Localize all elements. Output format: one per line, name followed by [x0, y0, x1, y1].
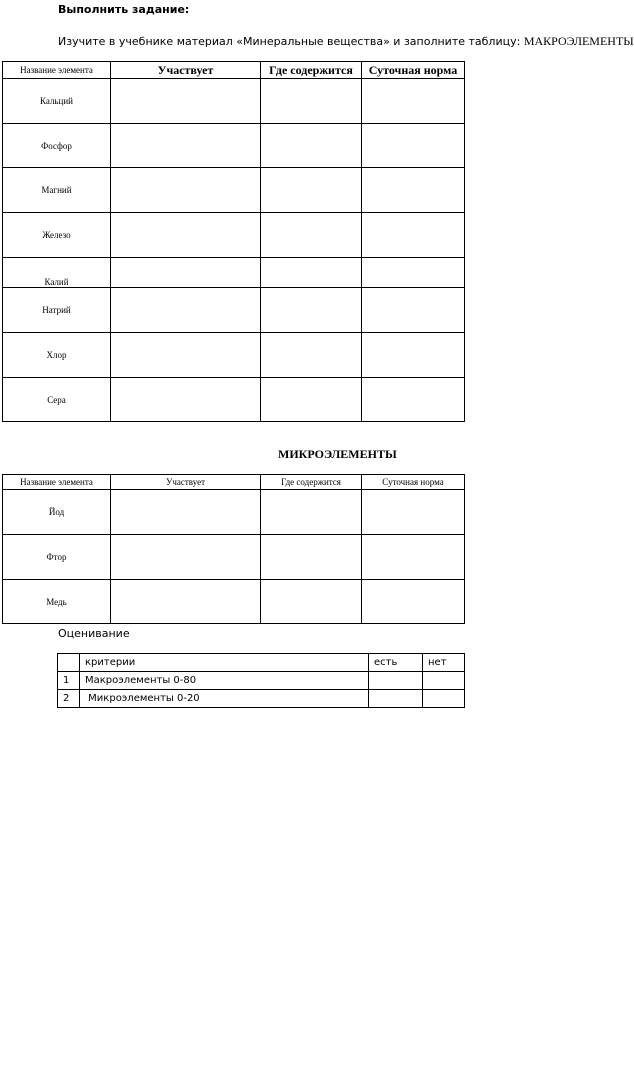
table-header-row	[3, 62, 465, 79]
header-no: нет	[423, 654, 465, 672]
where-contained-cell[interactable]	[261, 333, 362, 378]
no-cell[interactable]	[423, 690, 465, 708]
micro-heading: МИКРОЭЛЕМЕНТЫ	[278, 447, 397, 461]
where-contained-cell[interactable]	[261, 79, 362, 124]
element-name-cell: Натрий	[3, 288, 111, 333]
participates-cell[interactable]	[111, 333, 261, 378]
macro-heading: МАКРОЭЛЕМЕНТЫ	[523, 34, 634, 48]
instruction-text: Изучите в учебнике материал «Минеральные вещества» и заполните таблицу:	[58, 35, 521, 48]
task-title: Выполнить задание:	[58, 3, 190, 16]
participates-cell[interactable]	[111, 288, 261, 333]
no-cell[interactable]	[423, 672, 465, 690]
header-daily-norm: Суточная норма	[362, 62, 465, 79]
daily-norm-cell[interactable]	[362, 124, 465, 168]
row-number: 1	[58, 672, 80, 690]
criterion-cell: Макроэлементы 0-80	[80, 672, 369, 690]
where-contained-cell[interactable]	[261, 124, 362, 168]
table-row	[3, 580, 465, 624]
where-contained-cell[interactable]	[261, 168, 362, 213]
table-row	[3, 124, 465, 168]
table-header-row	[3, 475, 465, 490]
participates-cell[interactable]	[111, 213, 261, 258]
table-row	[58, 672, 465, 690]
participates-cell[interactable]	[111, 490, 261, 535]
element-name-cell: Хлор	[3, 333, 111, 378]
daily-norm-cell[interactable]	[362, 378, 465, 422]
daily-norm-cell[interactable]	[362, 79, 465, 124]
daily-norm-cell[interactable]	[362, 580, 465, 624]
participates-cell[interactable]	[111, 378, 261, 422]
header-participates: Участвует	[111, 475, 261, 490]
header-criteria: критерии	[80, 654, 369, 672]
header-where-contained: Где содержится	[261, 62, 362, 79]
header-where-contained: Где содержится	[261, 475, 362, 490]
microelements-table	[2, 474, 465, 624]
header-element-name: Название элемента	[3, 62, 111, 79]
participates-cell[interactable]	[111, 124, 261, 168]
header-participates: Участвует	[111, 62, 261, 79]
participates-cell[interactable]	[111, 168, 261, 213]
table-row	[3, 258, 465, 288]
grading-title: Оценивание	[58, 627, 130, 640]
element-name-cell: Магний	[3, 168, 111, 213]
participates-cell[interactable]	[111, 258, 261, 288]
daily-norm-cell[interactable]	[362, 258, 465, 288]
participates-cell[interactable]	[111, 535, 261, 580]
table-row	[3, 333, 465, 378]
where-contained-cell[interactable]	[261, 213, 362, 258]
where-contained-cell[interactable]	[261, 378, 362, 422]
element-name-cell: Калий	[3, 258, 111, 288]
grading-table	[57, 653, 465, 708]
where-contained-cell[interactable]	[261, 258, 362, 288]
table-row	[3, 79, 465, 124]
element-name-cell: Йод	[3, 490, 111, 535]
participates-cell[interactable]	[111, 580, 261, 624]
where-contained-cell[interactable]	[261, 535, 362, 580]
yes-cell[interactable]	[369, 672, 423, 690]
element-name-cell: Медь	[3, 580, 111, 624]
where-contained-cell[interactable]	[261, 490, 362, 535]
daily-norm-cell[interactable]	[362, 490, 465, 535]
element-name-cell: Фосфор	[3, 124, 111, 168]
element-name-cell: Сера	[3, 378, 111, 422]
element-name-cell: Железо	[3, 213, 111, 258]
row-number: 2	[58, 690, 80, 708]
yes-cell[interactable]	[369, 690, 423, 708]
where-contained-cell[interactable]	[261, 288, 362, 333]
header-daily-norm: Суточная норма	[362, 475, 465, 490]
participates-cell[interactable]	[111, 79, 261, 124]
table-row	[3, 378, 465, 422]
table-row	[3, 213, 465, 258]
element-name-cell: Фтор	[3, 535, 111, 580]
header-number	[58, 654, 80, 672]
table-row	[3, 288, 465, 333]
macroelements-table	[2, 61, 465, 422]
instruction	[58, 34, 634, 49]
where-contained-cell[interactable]	[261, 580, 362, 624]
table-row	[3, 168, 465, 213]
daily-norm-cell[interactable]	[362, 333, 465, 378]
daily-norm-cell[interactable]	[362, 535, 465, 580]
criterion-cell: Микроэлементы 0-20	[80, 690, 369, 708]
table-row	[3, 535, 465, 580]
table-header-row	[58, 654, 465, 672]
element-name-cell: Кальций	[3, 79, 111, 124]
daily-norm-cell[interactable]	[362, 168, 465, 213]
table-row	[3, 490, 465, 535]
table-row	[58, 690, 465, 708]
daily-norm-cell[interactable]	[362, 288, 465, 333]
daily-norm-cell[interactable]	[362, 213, 465, 258]
header-element-name: Название элемента	[3, 475, 111, 490]
header-yes: есть	[369, 654, 423, 672]
